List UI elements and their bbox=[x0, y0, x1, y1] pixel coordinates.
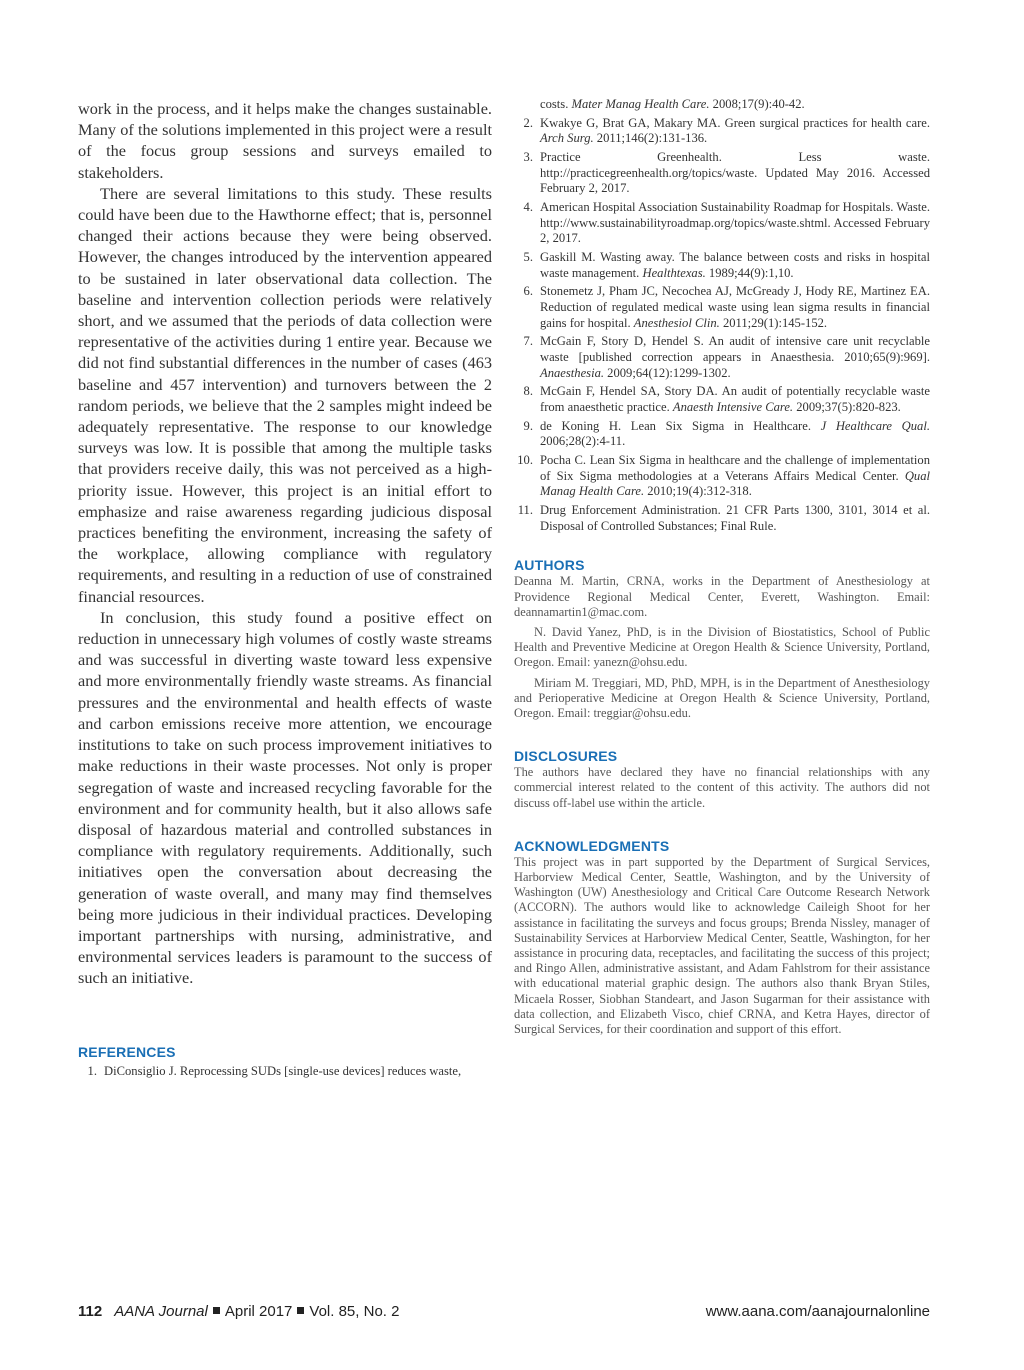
journal-name: AANA Journal bbox=[114, 1303, 208, 1320]
journal-url[interactable]: www.aana.com/aanajournalonline bbox=[705, 1303, 930, 1320]
reference-item: 9. de Koning H. Lean Six Sigma in Healthcare. J Healthcare Qual. 2006;28(2):4-11. bbox=[523, 418, 930, 449]
disclosures-section bbox=[514, 747, 930, 811]
page-number: 112 bbox=[78, 1303, 103, 1320]
author-bio: Deanna M. Martin, CRNA, works in the Department of Anesthesiology at Providence Regional Medical Center, Everett, Washington. Email: deannamartin1@mac.com. bbox=[514, 574, 930, 619]
reference-list bbox=[514, 116, 930, 535]
references-heading: REFERENCES bbox=[78, 1044, 176, 1060]
volume-issue: Vol. 85, No. 2 bbox=[309, 1303, 400, 1320]
separator-square-icon bbox=[297, 1307, 304, 1314]
references-section bbox=[78, 1043, 492, 1083]
reference-item bbox=[78, 1064, 492, 1080]
authors-section bbox=[514, 556, 930, 721]
body-paragraph: In conclusion, this study found a positive effect on reduction in unnecessary high volumes of costly waste streams and was successful in diverting waste toward less expensive and more environmentally friendly waste streams. As financial pressures and the environmental and health effects of waste and carbon emissions receive more attention, we encourage institutions to take on such process improvement initiatives to make reductions in their waste processes. Not only is proper segregation of waste and increased recycling favorable for the environment and for community health, but it also allows safe disposal of hazardous material and controlled substances in compliance with regulatory requirements. Additionally, such initiatives open the conversation about decreasing the generation of waste overall, and many may find themselves being more judicious in their individual practices. Developing important partnerships with nursing, administrative, and environmental services leaders is paramount to the success of such an initiative. bbox=[78, 607, 492, 988]
page-footer bbox=[78, 1303, 930, 1325]
reference-item: 4. American Hospital Association Sustainability Roadmap for Hospitals. Waste. http://www.sustainabilityroadmap.org/topics/waste.shtml. Accessed February 2, 2017. bbox=[523, 200, 930, 246]
reference-item: 2. Kwakye G, Brat GA, Makary MA. Green surgical practices for health care. Arch Surg. 2011;146(2):131-136. bbox=[523, 115, 930, 146]
disclosures-text: The authors have declared they have no financial relationships with any commercial interest related to the content of this activity. The authors did not discuss off-label use within the article. bbox=[514, 765, 930, 810]
reference-item: 3. Practice Greenhealth. Less waste. http://practicegreenhealth.org/topics/waste. Updated May 2016. Accessed February 2, 2017. bbox=[523, 150, 930, 196]
author-bio: Miriam M. Treggiari, MD, PhD, MPH, is in the Department of Anesthesiology and Perioperative Medicine at Oregon Health & Science University, Portland, Oregon. Email: treggiar@ohsu.edu. bbox=[514, 675, 930, 720]
acknowledgments-section bbox=[514, 837, 930, 1037]
body-paragraph: There are several limitations to this study. These results could have been due to the Hawthorne effect; that is, personnel changed their actions because they were being observed. However, the changes introduced by the intervention appeared to be sustained in later observational data collection. The baseline and intervention collection periods were relatively short, and we assumed that the periods of data collection were representative of the activities during 1 entire year. Because we did not find substantial differences in the number of cases (463 baseline and 457 intervention) and turnovers between the 2 random periods, we believe that the 2 samples might indeed be adequately representative. The response to our knowledge surveys was low. It is possible that among the multiple tasks that providers receive daily, this was not perceived as a high-priority issue. However, this project is an initial effort to emphasize and raise awareness regarding judicious disposal practices benefiting the environment, increasing the safety of the workplace, allowing compliance with regulatory requirements, and resulting in a reduction of use of constrained financial resources. bbox=[78, 183, 492, 606]
disclosures-heading: DISCLOSURES bbox=[514, 748, 618, 765]
acknowledgments-heading: ACKNOWLEDGMENTS bbox=[514, 837, 670, 854]
reference-item: 11. Drug Enforcement Administration. 21 CFR Parts 1300, 3101, 3014 et al. Disposal of Controlled Substances; Final Rule. bbox=[517, 503, 930, 533]
issue-date: April 2017 bbox=[224, 1303, 293, 1320]
reference-item: 8. McGain F, Hendel SA, Story DA. An audit of potentially recyclable waste from anaesthetic practice. Anaesth Intensive Care. 2009;37(5):820-823. bbox=[523, 384, 930, 414]
body-text-column bbox=[78, 98, 492, 989]
reference-item: 5. Gaskill M. Wasting away. The balance between costs and risks in hospital waste management. Healthtexas. 1989;44(9):1,10. bbox=[523, 250, 930, 280]
separator-square-icon bbox=[213, 1307, 220, 1314]
author-bio: N. David Yanez, PhD, is in the Division of Biostatistics, School of Public Health and Preventive Medicine at Oregon Health & Science University, Portland, Oregon. Email: yanezn@ohsu.edu. bbox=[514, 624, 930, 670]
reference-item: 7. McGain F, Story D, Hendel S. An audit of intensive care unit recyclable waste [published correction appears in Anaesthesia. 2010;65(9):969]. Anaesthesia. 2009;64(12):1299-1302. bbox=[523, 334, 930, 380]
reference-item: 6. Stonemetz J, Pham JC, Necochea AJ, McGready J, Hody RE, Martinez EA. Reduction of regulated medical waste using lean sigma results in financial gains for hospital. Anesthesiol Clin. 2011;29(1):145-152. bbox=[523, 284, 930, 330]
authors-heading: AUTHORS bbox=[514, 557, 585, 574]
body-paragraph: work in the process, and it helps make the changes sustainable. Many of the solutions implemented in this project were a result of the focus group sessions and surveys emailed to stakeholders. bbox=[78, 99, 492, 182]
acknowledgments-text: This project was in part supported by the Department of Surgical Services, Harborview Medical Center, Seattle, Washington, and by the University of Washington (UW) Anesthesiology and Critical Care Outcome Research Network (ACCORN). The authors would like to acknowledge Caileigh Shoot for her assistance in facilitating the surveys and focus groups; Brenda Nissley, manager of Sustainability Services at Harborview Medical Center, Seattle, Washington, for her assistance in procuring data, receptacles, and facilitating the success of this project; and Ringo Allen, administrative assistant, and Adam Fahlstrom for their assistance with educational material graphic design. The authors also thank Bryan Stiles, Micaela Rosser, Siobhan Standeart, and Jason Sugarman for their assistance with data collection, and Elizabeth Visco, chief CRNA, and Ketra Hayes, director of Surgical Services, for their coordination and support of this effort. bbox=[514, 854, 930, 1036]
reference-number: 1. bbox=[87, 1064, 97, 1078]
reference-item: 10. Pocha C. Lean Six Sigma in healthcare and the challenge of implementation of Six Sigma methodologies at a Veterans Affairs Medical Center. Qual Manag Health Care. 2010;19(4):312-318. bbox=[517, 453, 930, 499]
right-column bbox=[514, 97, 930, 1037]
reference-text: DiConsiglio J. Reprocessing SUDs [single-use devices] reduces waste, bbox=[104, 1064, 462, 1078]
reference-continuation: costs. Mater Manag Health Care. 2008;17(9):40-42. bbox=[540, 97, 805, 111]
